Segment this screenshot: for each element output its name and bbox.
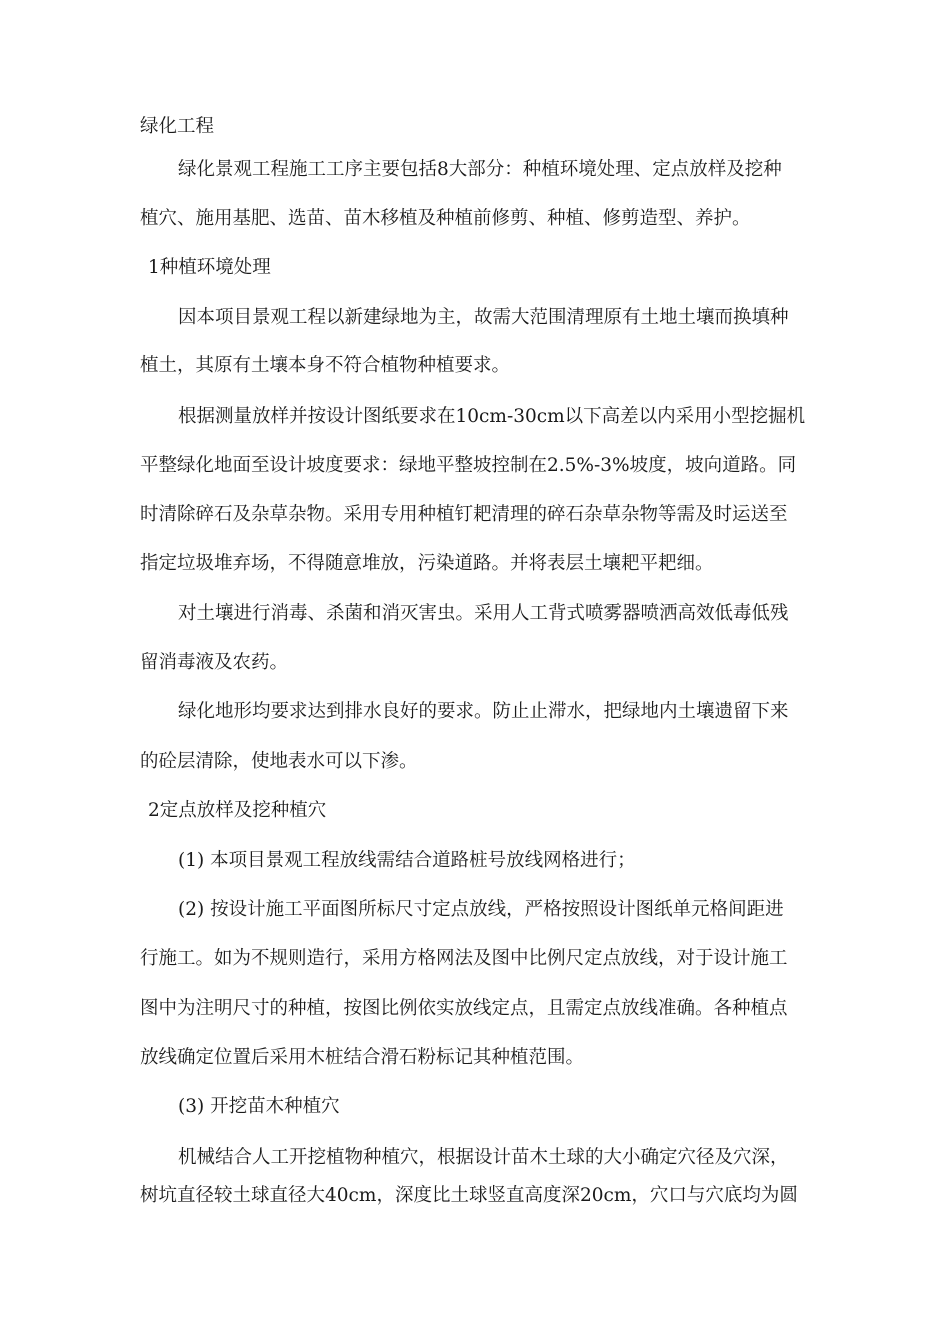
paragraph-line: 对土壤进行消毒、杀菌和消灭害虫。采用人工背式喷雾器喷洒高效低毒低残 <box>178 603 789 624</box>
paragraph-line: 留消毒液及农药。 <box>140 652 289 673</box>
document-title: 绿化工程 <box>140 116 215 137</box>
list-item: (2) 按设计施工平面图所标尺寸定点放线，严格按照设计图纸单元格间距进 <box>178 899 784 920</box>
paragraph-line: 图中为注明尺寸的种植，按图比例依实放线定点，且需定点放线准确。各种植点 <box>140 998 788 1019</box>
paragraph-line: 绿化地形均要求达到排水良好的要求。防止止滞水，把绿地内土壤遗留下来 <box>178 701 789 722</box>
paragraph-line: 植土，其原有土壤本身不符合植物种植要求。 <box>140 355 511 376</box>
paragraph-line: 树坑直径较土球直径大40cm，深度比土球竖直高度深20cm，穴口与穴底均为圆 <box>140 1185 798 1206</box>
paragraph-line: 平整绿化地面至设计坡度要求：绿地平整坡控制在2.5%-3%坡度，坡向道路。同 <box>140 455 797 476</box>
list-item: (1) 本项目景观工程放线需结合道路桩号放线网格进行； <box>178 850 636 871</box>
paragraph-line: 根据测量放样并按设计图纸要求在10cm-30cm以下高差以内采用小型挖掘机 <box>178 406 806 427</box>
paragraph-line: 指定垃圾堆弃场，不得随意堆放，污染道路。并将表层土壤耙平耙细。 <box>140 553 714 574</box>
section-heading: 1种植环境处理 <box>148 257 271 278</box>
paragraph-line: 机械结合人工开挖植物种植穴，根据设计苗木土球的大小确定穴径及穴深， <box>178 1147 789 1168</box>
paragraph-line: 绿化景观工程施工工序主要包括8大部分：种植环境处理、定点放样及挖种 <box>178 159 782 180</box>
paragraph-line: 行施工。如为不规则造行，采用方格网法及图中比例尺定点放线，对于设计施工 <box>140 948 788 969</box>
list-item: (3) 开挖苗木种植穴 <box>178 1096 340 1117</box>
paragraph-line: 时清除碎石及杂草杂物。采用专用种植钉耙清理的碎石杂草杂物等需及时运送至 <box>140 504 788 525</box>
paragraph-line: 因本项目景观工程以新建绿地为主，故需大范围清理原有土地土壤而换填种 <box>178 307 789 328</box>
paragraph-line: 植穴、施用基肥、选苗、苗木移植及种植前修剪、种植、修剪造型、养护。 <box>140 208 751 229</box>
paragraph-line: 的砼层清除，使地表水可以下渗。 <box>140 751 418 772</box>
section-heading: 2定点放样及挖种植穴 <box>148 800 327 821</box>
paragraph-line: 放线确定位置后采用木桩结合滑石粉标记其种植范围。 <box>140 1047 585 1068</box>
